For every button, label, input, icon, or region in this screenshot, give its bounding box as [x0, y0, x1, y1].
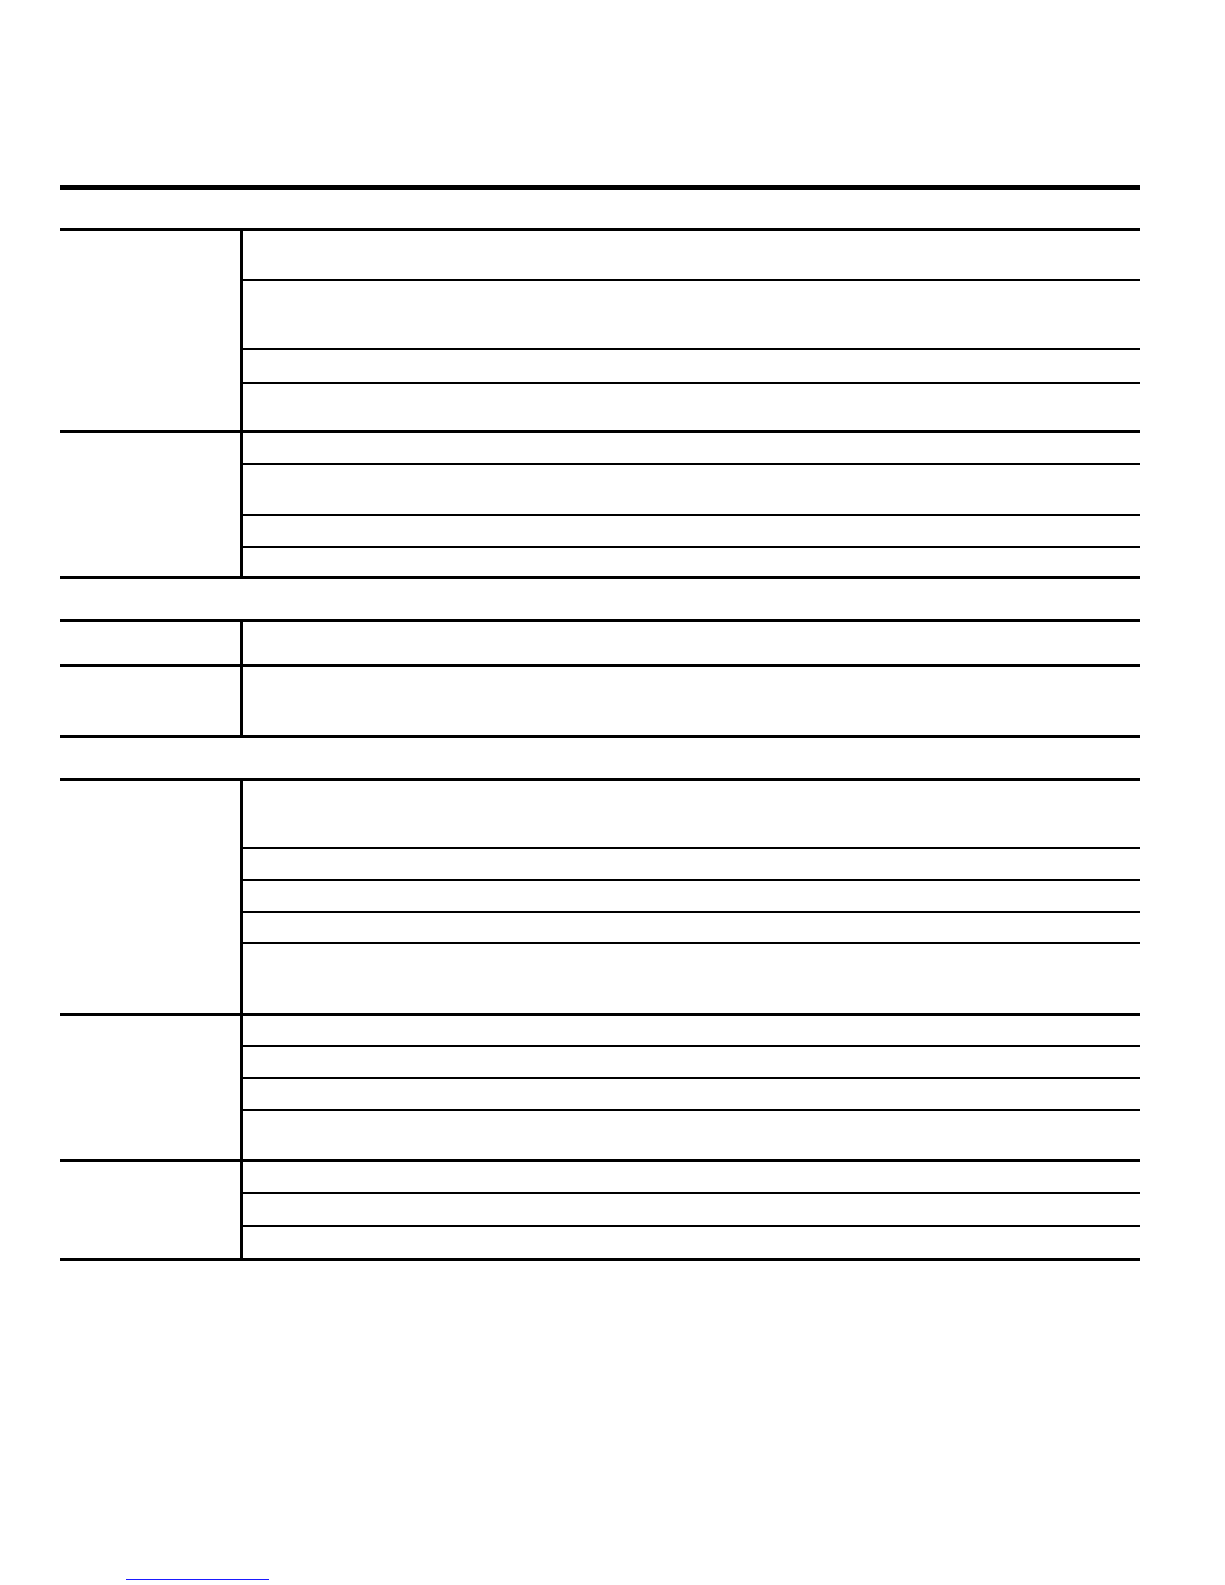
table-row-divider: [242, 942, 1140, 944]
group-divider-rule: [60, 664, 1140, 667]
table-row-divider: [242, 911, 1140, 913]
column-divider: [240, 780, 243, 1261]
table-row-divider: [242, 1192, 1140, 1194]
table-top-rule: [60, 185, 1140, 190]
table-bottom-rule: [60, 1258, 1140, 1261]
table-row-divider: [242, 546, 1140, 548]
section-3-top-rule: [60, 735, 1140, 738]
group-divider-rule: [60, 430, 1140, 433]
table-row-divider: [242, 279, 1140, 281]
table-row-divider: [242, 879, 1140, 881]
group-divider-rule: [60, 1013, 1140, 1016]
group-divider-rule: [60, 1159, 1140, 1162]
table-row-divider: [242, 1077, 1140, 1079]
table-row-divider: [242, 514, 1140, 516]
section-2-header-rule: [60, 619, 1140, 622]
table-row-divider: [242, 348, 1140, 350]
section-2-top-rule: [60, 576, 1140, 579]
table-row-divider: [242, 382, 1140, 384]
table-row-divider: [242, 463, 1140, 465]
table-row-divider: [242, 1109, 1140, 1111]
section-3-header-rule: [60, 778, 1140, 781]
table-row-divider: [242, 1225, 1140, 1227]
column-divider: [240, 230, 243, 579]
table-row-divider: [242, 847, 1140, 849]
column-divider: [240, 621, 243, 738]
footnote-separator: [126, 1579, 269, 1580]
table-row-divider: [242, 1045, 1140, 1047]
section-1-header-rule: [60, 228, 1140, 231]
